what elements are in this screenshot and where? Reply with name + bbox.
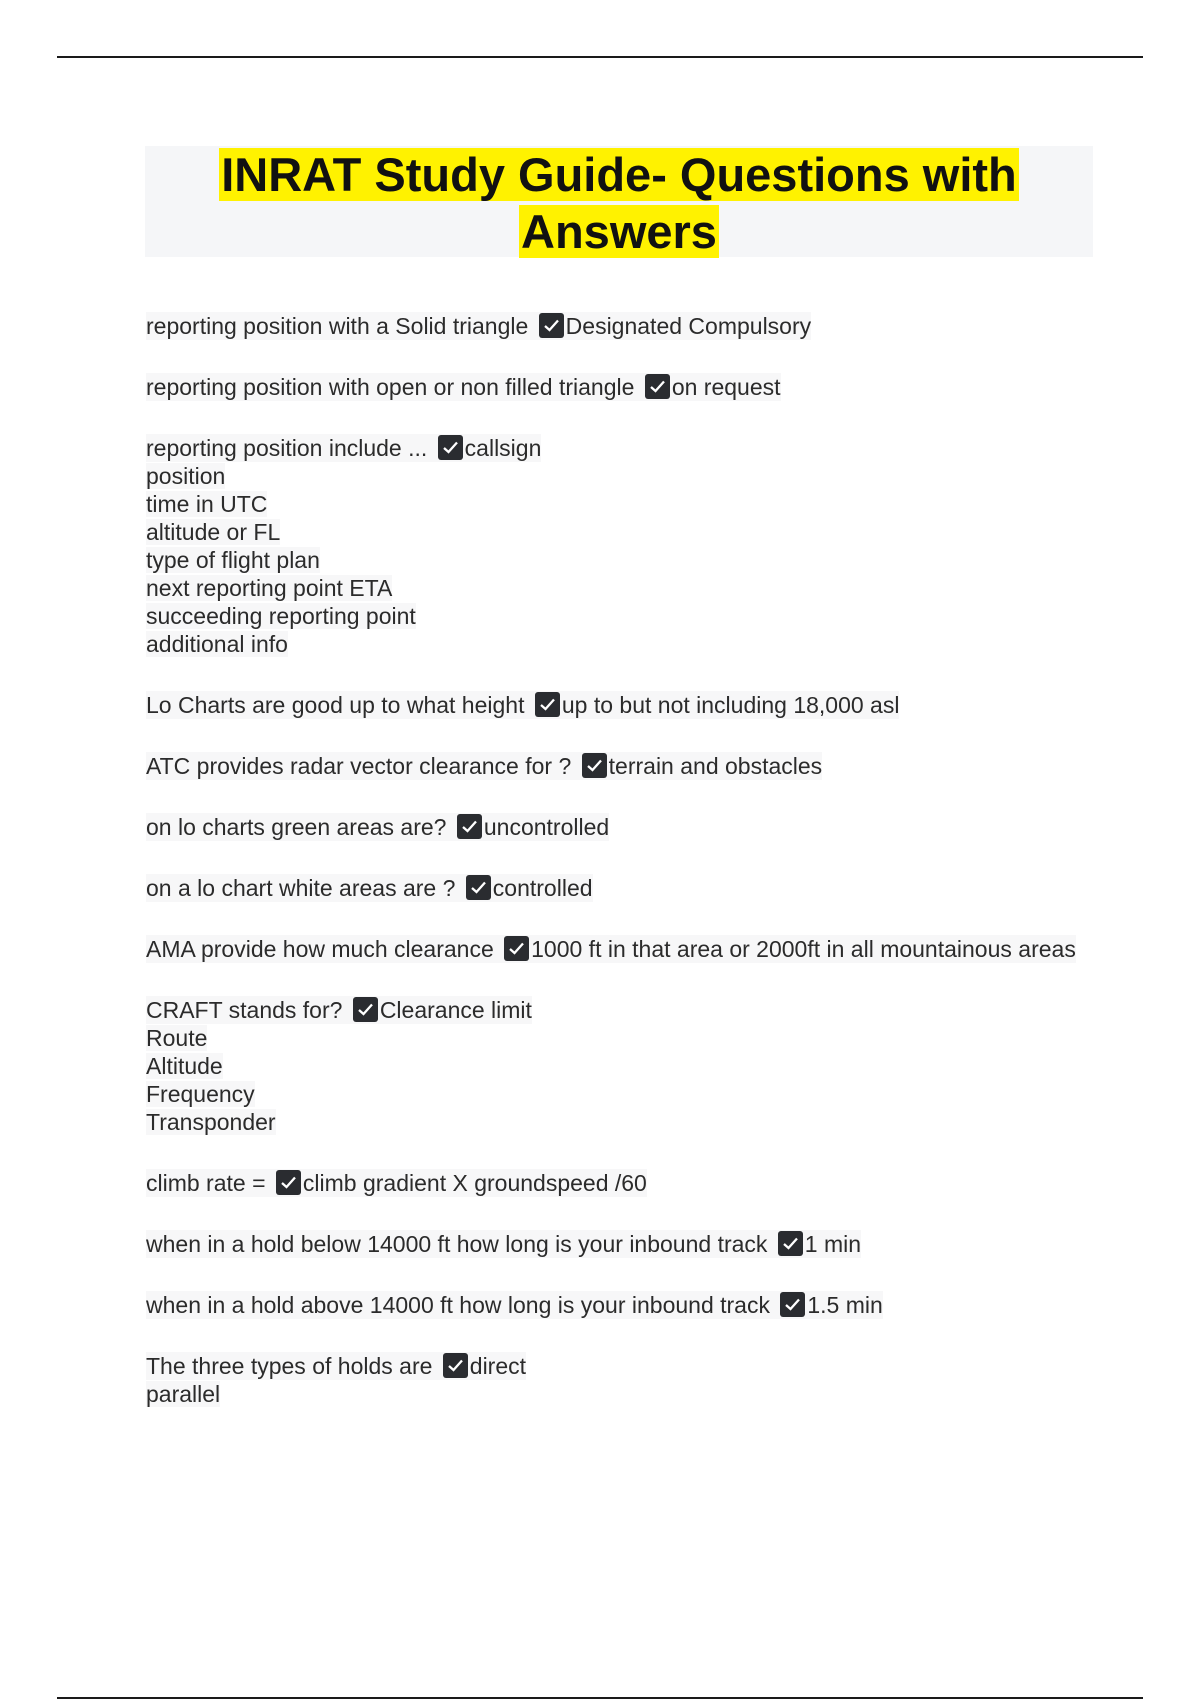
checkmark-icon [582, 753, 607, 778]
qa-list [146, 312, 1086, 1441]
answer-line: next reporting point ETA [146, 575, 393, 601]
answer-text: 1000 ft in that area or 2000ft in all mountainous areas [531, 936, 1076, 962]
checkmark-icon [353, 997, 378, 1022]
answer-text: direct [469, 1353, 527, 1379]
answer-text: 1.5 min [807, 1292, 883, 1318]
question-text: CRAFT stands for? [146, 997, 343, 1023]
page-title-line-2: Answers [521, 205, 717, 258]
qa-item [146, 691, 1086, 719]
answer-line: Route [146, 1025, 208, 1051]
answer-line: parallel [146, 1381, 221, 1407]
question-text: when in a hold above 14000 ft how long is your inbound track [146, 1292, 770, 1318]
answer-text: Clearance limit [379, 997, 532, 1023]
question-text: on a lo chart white areas are ? [146, 875, 456, 901]
answer-line: Frequency [146, 1081, 255, 1107]
qa-item [146, 1169, 1086, 1197]
checkmark-icon [535, 692, 560, 717]
question-text: when in a hold below 14000 ft how long is your inbound track [146, 1231, 768, 1257]
checkmark-icon [539, 313, 564, 338]
answer-text: uncontrolled [483, 814, 610, 840]
question-text: reporting position with a Solid triangle [146, 313, 529, 339]
question-text: ATC provides radar vector clearance for ? [146, 753, 572, 779]
answer-text: 1 min [804, 1231, 862, 1257]
checkmark-icon [443, 1353, 468, 1378]
checkmark-icon [276, 1170, 301, 1195]
title-box [145, 146, 1093, 257]
qa-item [146, 752, 1086, 780]
answer-text: Designated Compulsory [565, 313, 812, 339]
answer-text: callsign [464, 435, 542, 461]
qa-item [146, 1352, 1086, 1408]
qa-item [146, 1291, 1086, 1319]
qa-item [146, 312, 1086, 340]
checkmark-icon [780, 1292, 805, 1317]
question-text: Lo Charts are good up to what height [146, 692, 525, 718]
footer-rule [57, 1697, 1143, 1699]
question-text: climb rate = [146, 1170, 266, 1196]
qa-item [146, 373, 1086, 401]
checkmark-icon [466, 875, 491, 900]
qa-item [146, 813, 1086, 841]
question-text: The three types of holds are [146, 1353, 433, 1379]
answer-text: controlled [492, 875, 593, 901]
answer-text: on request [671, 374, 781, 400]
header-rule [57, 56, 1143, 58]
checkmark-icon [457, 814, 482, 839]
page-title-line-1: INRAT Study Guide- Questions with [221, 148, 1017, 201]
qa-item [146, 1230, 1086, 1258]
question-text: on lo charts green areas are? [146, 814, 447, 840]
question-text: reporting position with open or non filled triangle [146, 374, 635, 400]
answer-line: Altitude [146, 1053, 223, 1079]
answer-text: terrain and obstacles [608, 753, 823, 779]
answer-line: Transponder [146, 1109, 276, 1135]
answer-text: up to but not including 18,000 asl [561, 692, 900, 718]
checkmark-icon [645, 374, 670, 399]
qa-item [146, 996, 1086, 1136]
qa-item [146, 874, 1086, 902]
answer-text: climb gradient X groundspeed /60 [302, 1170, 647, 1196]
question-text: AMA provide how much clearance [146, 936, 494, 962]
qa-item [146, 434, 1086, 658]
question-text: reporting position include ... [146, 435, 428, 461]
qa-item [146, 935, 1086, 963]
checkmark-icon [504, 936, 529, 961]
answer-line: altitude or FL [146, 519, 281, 545]
answer-line: time in UTC [146, 491, 268, 517]
answer-line: additional info [146, 631, 288, 657]
checkmark-icon [778, 1231, 803, 1256]
answer-line: position [146, 463, 226, 489]
answer-line: succeeding reporting point [146, 603, 416, 629]
checkmark-icon [438, 435, 463, 460]
answer-line: type of flight plan [146, 547, 320, 573]
